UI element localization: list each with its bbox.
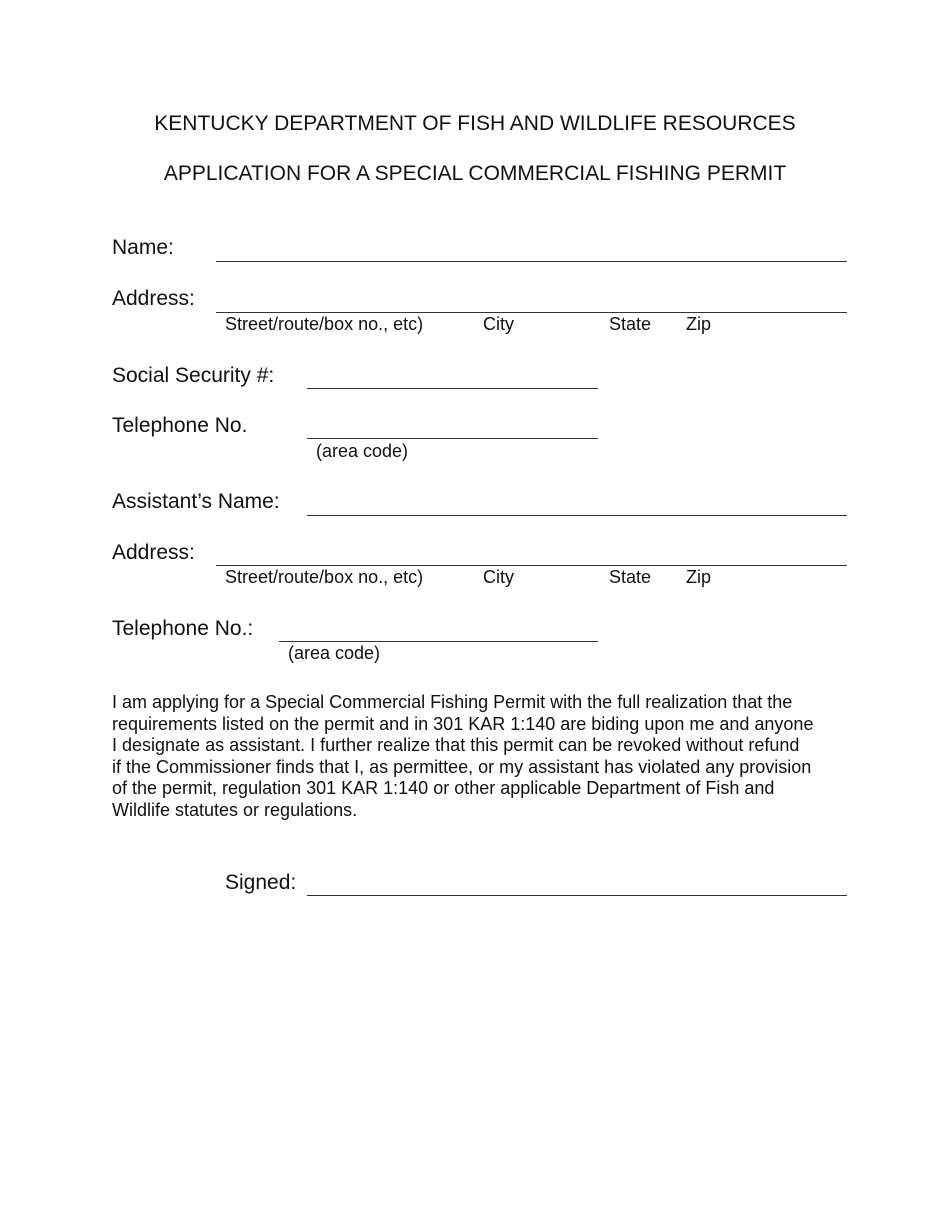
- form-title: APPLICATION FOR A SPECIAL COMMERCIAL FISHING PERMIT: [163, 162, 787, 185]
- signature-field[interactable]: [307, 871, 846, 895]
- address-label: Address:: [112, 287, 195, 310]
- signed-label: Signed:: [225, 871, 297, 894]
- name-underline: [216, 261, 847, 262]
- statement-line: Wildlife statutes or regulations.: [112, 799, 358, 820]
- ssn-field[interactable]: [307, 364, 597, 388]
- assistant-telephone-field[interactable]: [279, 617, 597, 641]
- address-city-hint: City: [483, 314, 514, 334]
- address-field[interactable]: [216, 288, 846, 312]
- assistant-address-label: Address:: [112, 541, 195, 564]
- area-code-hint: (area code): [316, 441, 409, 461]
- address-underline: [216, 312, 847, 313]
- statement-paragraph: [112, 692, 847, 822]
- telephone-underline: [307, 438, 598, 439]
- address-zip-hint: Zip: [686, 314, 712, 334]
- telephone-label: Telephone No.: [112, 414, 248, 437]
- assistant-telephone-underline: [279, 641, 598, 642]
- signature-underline: [307, 895, 847, 896]
- agency-title: KENTUCKY DEPARTMENT OF FISH AND WILDLIFE RESOURCES: [154, 112, 796, 135]
- assistant-telephone-label: Telephone No.:: [112, 617, 254, 640]
- assistant-address-zip-hint: Zip: [686, 567, 712, 587]
- assistant-name-underline: [307, 515, 847, 516]
- statement-line: of the permit, regulation 301 KAR 1:140 or other applicable Department of Fish and: [112, 778, 775, 799]
- statement-line: I designate as assistant. I further realize that this permit can be revoked without refund: [112, 735, 800, 756]
- assistant-area-code-hint: (area code): [288, 643, 381, 663]
- assistant-address-street-hint: Street/route/box no., etc): [225, 567, 424, 587]
- address-street-hint: Street/route/box no., etc): [225, 314, 424, 334]
- assistant-address-field[interactable]: [216, 541, 846, 565]
- statement-line: if the Commissioner finds that I, as permittee, or my assistant has violated any provision: [112, 756, 812, 777]
- statement-line: I am applying for a Special Commercial Fishing Permit with the full realization that the: [112, 692, 793, 712]
- address-state-hint: State: [609, 314, 652, 334]
- name-label: Name:: [112, 236, 174, 259]
- ssn-underline: [307, 388, 598, 389]
- assistant-address-underline: [216, 565, 847, 566]
- telephone-field[interactable]: [307, 414, 597, 438]
- assistant-address-state-hint: State: [609, 567, 652, 587]
- statement-line: requirements listed on the permit and in 301 KAR 1:140 are biding upon me and anyone: [112, 713, 814, 734]
- assistant-name-field[interactable]: [307, 491, 846, 515]
- assistant-name-label: Assistant’s Name:: [112, 490, 280, 513]
- ssn-label: Social Security #:: [112, 364, 275, 387]
- name-field[interactable]: [216, 237, 846, 261]
- assistant-address-city-hint: City: [483, 567, 514, 587]
